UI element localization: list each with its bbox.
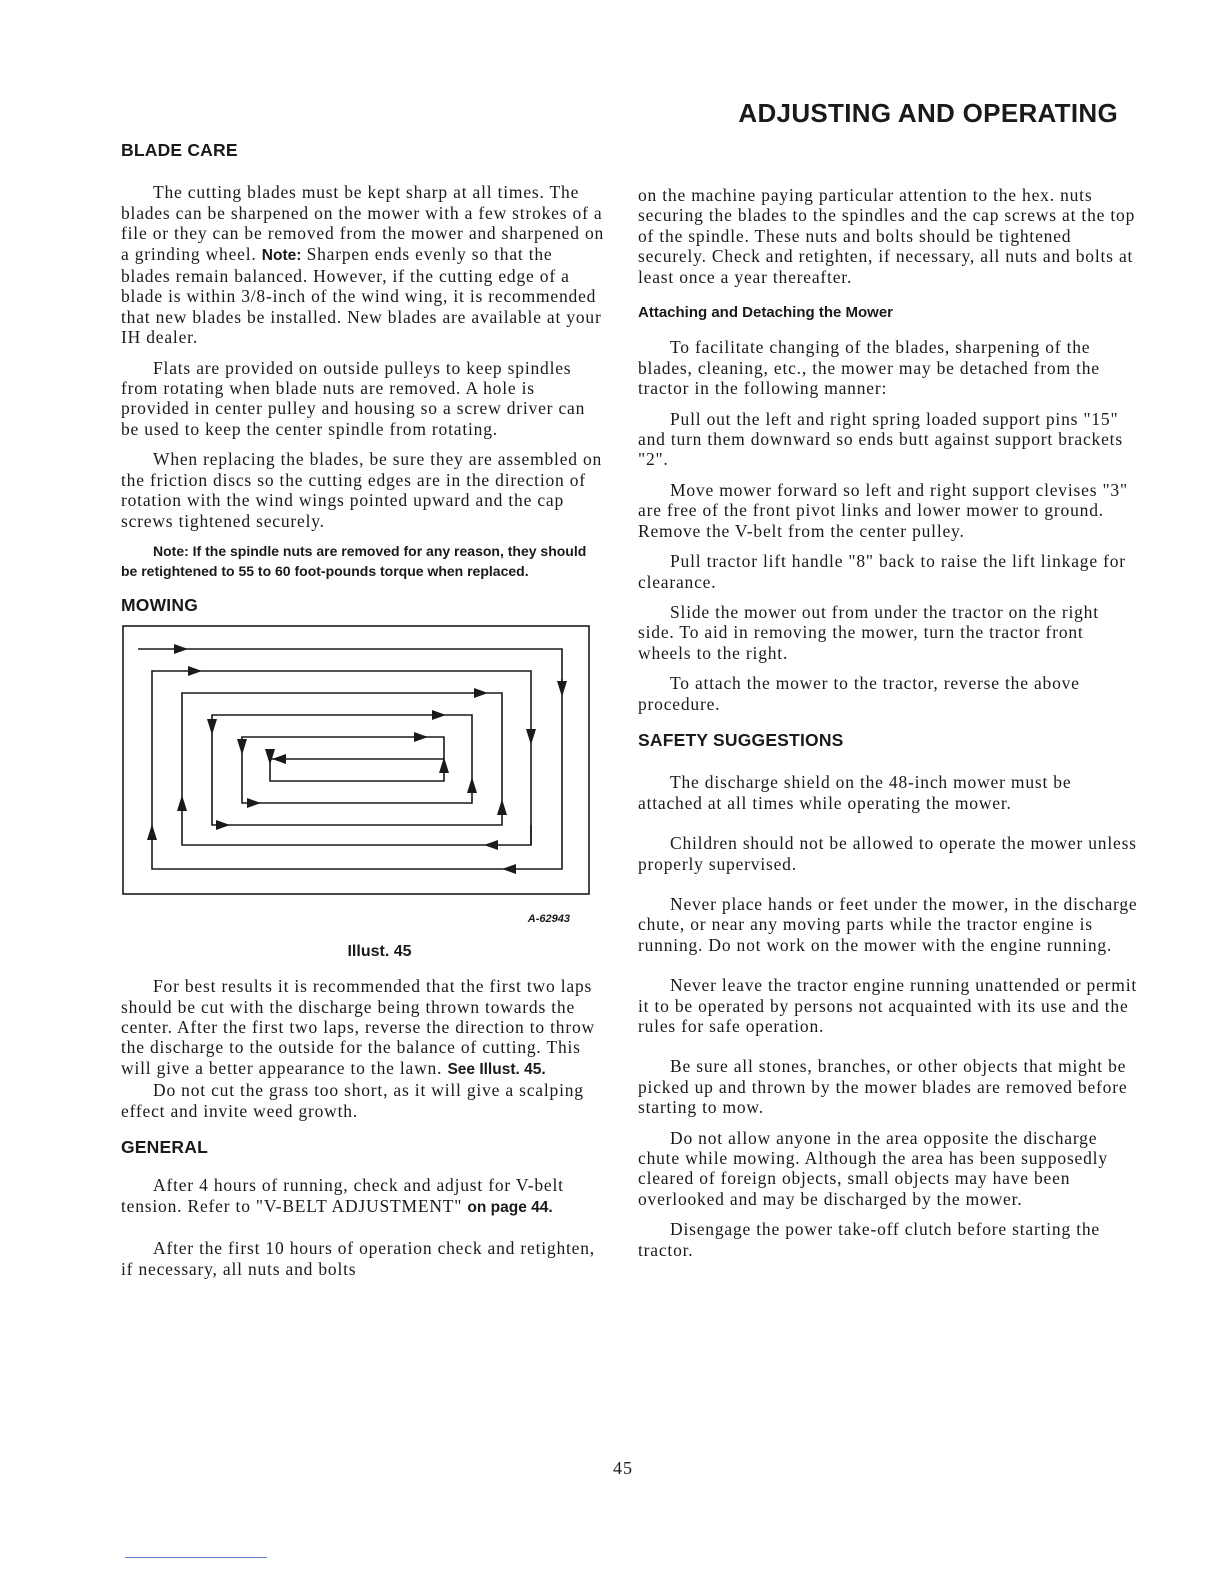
direction-arrow-icon [247, 798, 261, 808]
attaching-paragraph-4: Pull tractor lift handle "8" back to raise the lift linkage for clearance. [638, 551, 1126, 592]
direction-arrow-icon [174, 644, 188, 654]
blade-care-paragraph-1 [121, 182, 606, 347]
blade-care-p1-text-a: The cutting blades must be kept sharp at all times. The blades can be sharpened on the mower with a few strokes of a file or they can be removed from the mower and sharpened on a grinding wheel. [121, 182, 605, 264]
direction-arrow-icon [557, 681, 567, 697]
blade-care-note-label: Note: [261, 246, 302, 264]
safety-paragraph-4: Never leave the tractor engine running unattended or permit it to be operated by persons not acquainted with its use and the rules for safe operation. [638, 975, 1138, 1036]
attaching-paragraph-1: To facilitate changing of the blades, sharpening of the blades, cleaning, etc., the mower may be detached from the tractor in the following manner: [638, 337, 1100, 399]
direction-arrow-icon [177, 795, 187, 811]
mowing-illust-reference: See Illust. 45. [447, 1060, 546, 1078]
attaching-paragraph-3: Move mower forward so left and right support clevises "3" are free of the front pivot links and lower mower to ground. Remove the V-belt from the center pulley. [638, 479, 1128, 541]
direction-arrow-icon [432, 710, 446, 720]
safety-paragraph-5: Be sure all stones, branches, or other objects that might be picked up and thrown by the mower blades are removed before starting to mow. [638, 1056, 1128, 1118]
direction-arrow-icon [272, 754, 286, 764]
continuation-paragraph: on the machine paying particular attention to the hex. nuts securing the blades to the spindles and the cap screws at the top of the spindle. These nuts and bolts should be tightened securely. Check and retighten, if necessary, all nuts and bolts at least once a year thereafter. [638, 185, 1136, 287]
diagram-frame [123, 626, 589, 894]
mowing-spiral-path [138, 649, 562, 683]
direction-arrow-icon [502, 864, 516, 874]
attaching-paragraph-5: Slide the mower out from under the tractor on the right side. To aid in removing the mower, turn the tractor front wheels to the right. [638, 601, 1099, 663]
mowing-spiral-path [152, 671, 562, 869]
mowing-heading: MOWING [121, 594, 199, 615]
mowing-paragraph-1 [121, 976, 606, 1080]
direction-arrow-icon [188, 666, 202, 676]
attaching-heading: Attaching and Detaching the Mower [638, 304, 894, 322]
safety-paragraph-7: Disengage the power take-off clutch before starting the tractor. [638, 1219, 1100, 1260]
direction-arrow-icon [467, 777, 477, 793]
mowing-paragraph-2: Do not cut the grass too short, as it will give a scalping effect and invite weed growth. [121, 1080, 584, 1121]
mowing-spiral-path [182, 693, 531, 845]
safety-heading: SAFETY SUGGESTIONS [638, 729, 844, 750]
direction-arrow-icon [207, 719, 217, 735]
safety-paragraph-3: Never place hands or feet under the mower, in the discharge chute, or near any moving parts while the tractor engine is running. Do not work on the mower with the engine running. [638, 893, 1138, 955]
safety-paragraph-2: Children should not be allowed to operate the mower unless properly supervised. [638, 833, 1137, 874]
general-page-reference: on page 44. [467, 1198, 553, 1216]
mowing-pattern-diagram [122, 625, 592, 901]
direction-arrow-icon [484, 840, 498, 850]
direction-arrow-icon [497, 799, 507, 815]
safety-paragraph-6: Do not allow anyone in the area opposite the discharge chute while mowing. Although the area has been supposedly cleared of foreign objects, small objects may have been overlooked and may be discharged by the mower. [638, 1127, 1108, 1209]
right-column [638, 185, 1138, 1260]
figure-id: A-62943 [527, 913, 570, 926]
safety-paragraph-1: The discharge shield on the 48-inch mower must be attached at all times while operating the mower. [638, 772, 1072, 813]
direction-arrow-icon [414, 732, 428, 742]
attaching-paragraph-6: To attach the mower to the tractor, reverse the above procedure. [638, 673, 1080, 714]
direction-arrow-icon [526, 729, 536, 745]
direction-arrow-icon [237, 739, 247, 755]
general-p1-text: After 4 hours of running, check and adjust for V-belt tension. Refer to "V-BELT ADJUSTMENT" [121, 1175, 564, 1216]
blade-care-p1-text-b: Sharpen ends evenly so that the blades remain balanced. However, if the cutting edge of a blade is within 3/8-inch of the wind wing, it is recommended that new blades be installed. New blades are available at your IH dealer. [121, 243, 602, 348]
direction-arrow-icon [265, 749, 275, 765]
blade-care-paragraph-2: Flats are provided on outside pulleys to keep spindles from rotating when blade nuts are removed. A hole is provided in center pulley and housing so a screw driver can be used to keep the center spindle from rotating. [121, 357, 586, 439]
footer-rule [125, 1557, 267, 1558]
mowing-p1-text: For best results it is recommended that the first two laps should be cut with the discharge being thrown towards the center. After the first two laps, reverse the direction to throw the discharge to the outside for the balance of cutting. This will give a better appearance to the lawn. [121, 976, 595, 1078]
figure-caption: Illust. 45 [347, 942, 412, 960]
blade-care-heading: BLADE CARE [121, 140, 238, 160]
general-paragraph-2: After the first 10 hours of operation check and retighten, if necessary, all nuts and bolts [121, 1238, 595, 1279]
blade-care-paragraph-3: When replacing the blades, be sure they are assembled on the friction discs so the cutting edges are in the direction of rotation with the wind wings pointed upward and the cap screws tightened securely. [121, 449, 603, 531]
section-title: ADJUSTING AND OPERATING [738, 98, 1118, 128]
left-column [121, 140, 606, 1279]
direction-arrow-icon [474, 688, 488, 698]
general-paragraph-1 [121, 1175, 606, 1218]
direction-arrow-icon [147, 824, 157, 840]
spindle-nut-note: Note: If the spindle nuts are removed for any reason, they should be retightened to 55 to 60 foot-pounds torque when replaced. [121, 542, 587, 579]
page-number: 45 [613, 1458, 633, 1478]
general-heading: GENERAL [121, 1136, 208, 1157]
attaching-paragraph-2: Pull out the left and right spring loaded support pins "15" and turn them downward so ends butt against support brackets "2". [638, 408, 1123, 470]
direction-arrow-icon [216, 820, 230, 830]
